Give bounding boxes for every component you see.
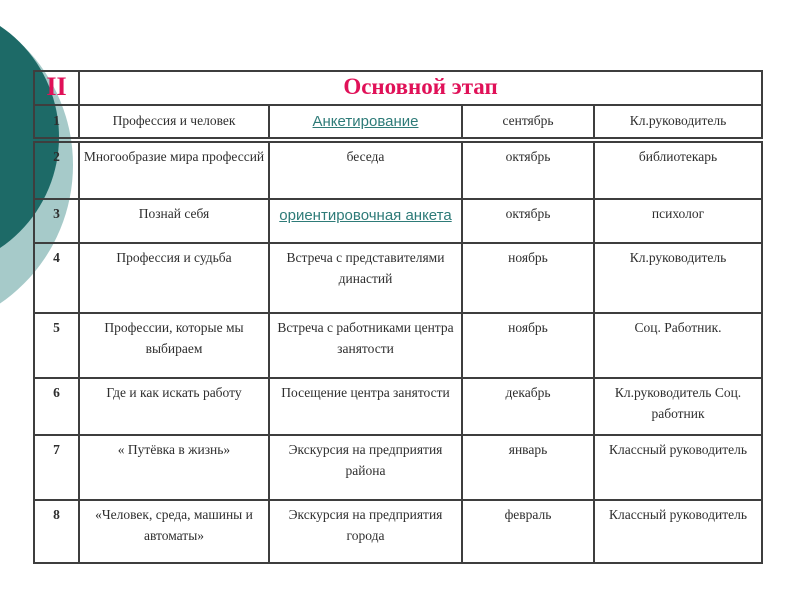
month-cell: октябрь — [462, 140, 594, 199]
topic-cell: Где и как искать работу — [79, 378, 269, 435]
activity-cell: беседа — [269, 140, 462, 199]
month-cell: ноябрь — [462, 243, 594, 313]
row-number: 1 — [34, 105, 79, 140]
table-row — [34, 313, 762, 378]
stage-title: Основной этап — [343, 74, 498, 99]
row-number: 7 — [34, 435, 79, 500]
responsible-cell: Кл.руководитель — [594, 243, 762, 313]
month-cell: декабрь — [462, 378, 594, 435]
month-cell: октябрь — [462, 199, 594, 243]
month-cell: сентябрь — [462, 105, 594, 140]
table-row — [34, 105, 762, 140]
month-cell: февраль — [462, 500, 594, 563]
topic-cell: Профессии, которые мы выбираем — [79, 313, 269, 378]
stage-title-cell — [79, 71, 762, 105]
stage-number-cell — [34, 71, 79, 105]
topic-cell: « Путёвка в жизнь» — [79, 435, 269, 500]
activity-cell — [269, 199, 462, 243]
activity-cell: Экскурсия на предприятия района — [269, 435, 462, 500]
responsible-cell: Кл.руководитель — [594, 105, 762, 140]
topic-cell: Профессия и человек — [79, 105, 269, 140]
activity-hyperlink[interactable]: Анкетирование — [312, 112, 419, 130]
activity-cell: Экскурсия на предприятия города — [269, 500, 462, 563]
topic-cell: Профессия и судьба — [79, 243, 269, 313]
topic-cell: Познай себя — [79, 199, 269, 243]
table-row — [34, 199, 762, 243]
row-number: 8 — [34, 500, 79, 563]
table-header-row — [34, 71, 762, 105]
row-number: 4 — [34, 243, 79, 313]
responsible-cell: библиотекарь — [594, 140, 762, 199]
activity-cell: Встреча с работниками центра занятости — [269, 313, 462, 378]
activity-cell: Посещение центра занятости — [269, 378, 462, 435]
responsible-cell: психолог — [594, 199, 762, 243]
responsible-cell: Классный руководитель — [594, 435, 762, 500]
table-row — [34, 435, 762, 500]
table-row — [34, 243, 762, 313]
table-row — [34, 378, 762, 435]
topic-cell: «Человек, среда, машины и автоматы» — [79, 500, 269, 563]
row-number: 6 — [34, 378, 79, 435]
responsible-cell: Соц. Работник. — [594, 313, 762, 378]
responsible-cell: Классный руководитель — [594, 500, 762, 563]
responsible-cell: Кл.руководитель Соц. работник — [594, 378, 762, 435]
stage-plan-table — [33, 70, 763, 564]
activity-cell: Встреча с представителями династий — [269, 243, 462, 313]
topic-cell: Многообразие мира профессий — [79, 140, 269, 199]
table-row — [34, 500, 762, 563]
month-cell: ноябрь — [462, 313, 594, 378]
activity-cell — [269, 105, 462, 140]
row-number: 3 — [34, 199, 79, 243]
table-row — [34, 140, 762, 199]
row-number: 2 — [34, 140, 79, 199]
stage-roman-numeral: II — [46, 72, 67, 101]
month-cell: январь — [462, 435, 594, 500]
row-number: 5 — [34, 313, 79, 378]
activity-hyperlink[interactable]: ориентировочная анкета — [279, 207, 452, 225]
